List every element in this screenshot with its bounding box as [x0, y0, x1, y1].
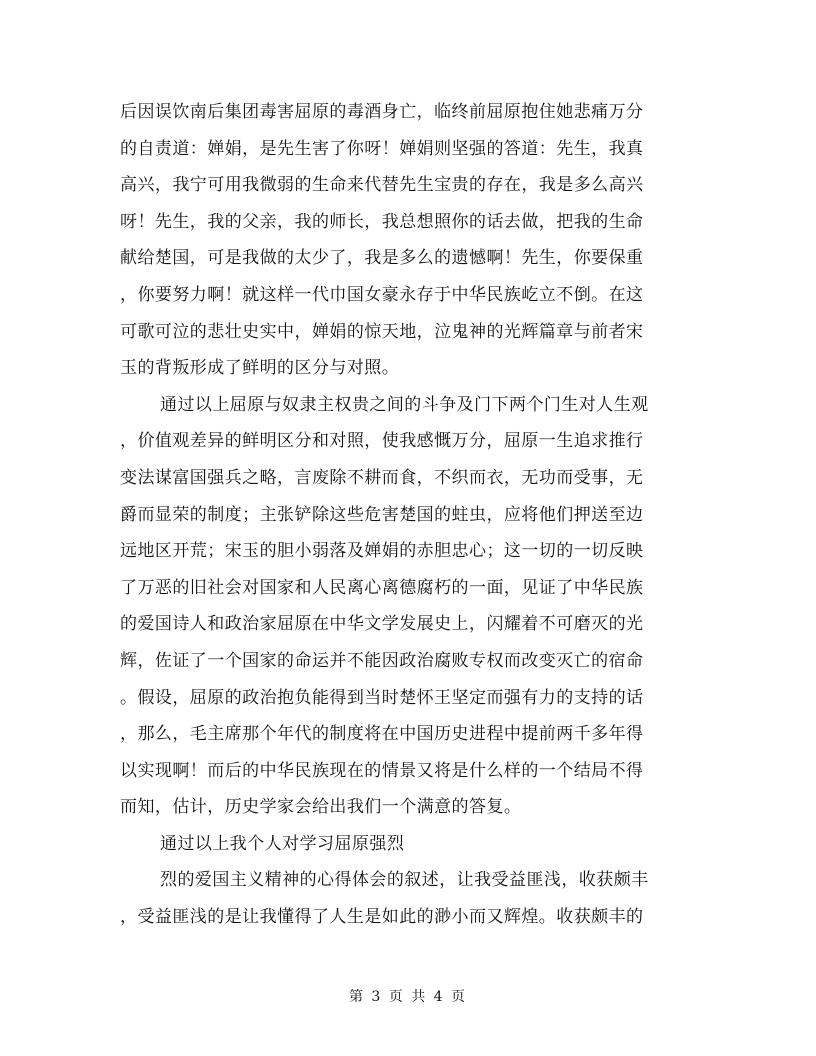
- text-line: 了万恶的旧社会对国家和人民离心离德腐朽的一面，见证了中华民族: [120, 577, 644, 598]
- text-line: ，受益匪浅的是让我懂得了人生是如此的渺小而又辉煌。收获颇丰的: [120, 907, 644, 928]
- text-line: 。假设，屈原的政治抱负能得到当时楚怀王坚定而强有力的支持的话: [120, 687, 644, 708]
- text-line: 而知，估计，历史学家会给出我们一个满意的答复。: [120, 797, 522, 818]
- text-line: 的爱国诗人和政治家屈原在中华文学发展史上，闪耀着不可磨灭的光: [120, 614, 644, 635]
- text-line: 的自责道：婵娟，是先生害了你呀！婵娟则坚强的答道：先生，我真: [120, 138, 644, 159]
- body-text: [120, 94, 706, 936]
- text-line: 后因误饮南后集团毒害屈原的毒酒身亡，临终前屈原抱住她悲痛万分: [120, 102, 644, 122]
- text-line: 高兴，我宁可用我微弱的生命来代替先生宝贵的存在，我是多么高兴: [120, 175, 644, 196]
- text-line: 爵而显荣的制度；主张铲除这些危害楚国的蛀虫，应将他们押送至边: [120, 504, 644, 525]
- text-line: 远地区开荒；宋玉的胆小弱落及婵娟的赤胆忠心；这一切的一切反映: [120, 541, 644, 562]
- text-line: ，你要努力啊！就这样一代巾国女豪永存于中华民族屹立不倒。在这: [120, 284, 644, 305]
- text-line: 烈的爱国主义精神的心得体会的叙述，让我受益匪浅，收获颇丰: [160, 870, 649, 891]
- page-number-footer: 第 3 页 共 4 页: [348, 989, 468, 1005]
- text-line: 可歌可泣的悲壮史实中，婵娟的惊天地，泣鬼神的光辉篇章与前者宋: [120, 321, 644, 342]
- text-line: 玉的背叛形成了鲜明的区分与对照。: [120, 358, 400, 379]
- text-line: ，那么，毛主席那个年代的制度将在中国历史进程中提前两千多年得: [120, 724, 644, 745]
- text-line: 辉，佐证了一个国家的命运并不能因政治腐败专权而改变灭亡的宿命: [120, 650, 644, 671]
- text-line: 献给楚国，可是我做的太少了，我是多么的遗憾啊！先生，你要保重: [120, 248, 644, 269]
- text-line: 呀！先生，我的父亲，我的师长，我总想照你的话去做，把我的生命: [120, 211, 644, 232]
- text-line: 以实现啊！而后的中华民族现在的情景又将是什么样的一个结局不得: [120, 760, 644, 781]
- text-line: ，价值观差异的鲜明区分和对照，使我感慨万分，屈原一生追求推行: [120, 431, 644, 452]
- text-line: 变法谋富国强兵之略，言废除不耕而食，不织而衣，无功而受事，无: [120, 467, 644, 488]
- text-line: 通过以上屈原与奴隶主权贵之间的斗争及门下两个门生对人生观: [160, 394, 649, 415]
- text-line: 通过以上我个人对学习屈原强烈: [160, 833, 405, 854]
